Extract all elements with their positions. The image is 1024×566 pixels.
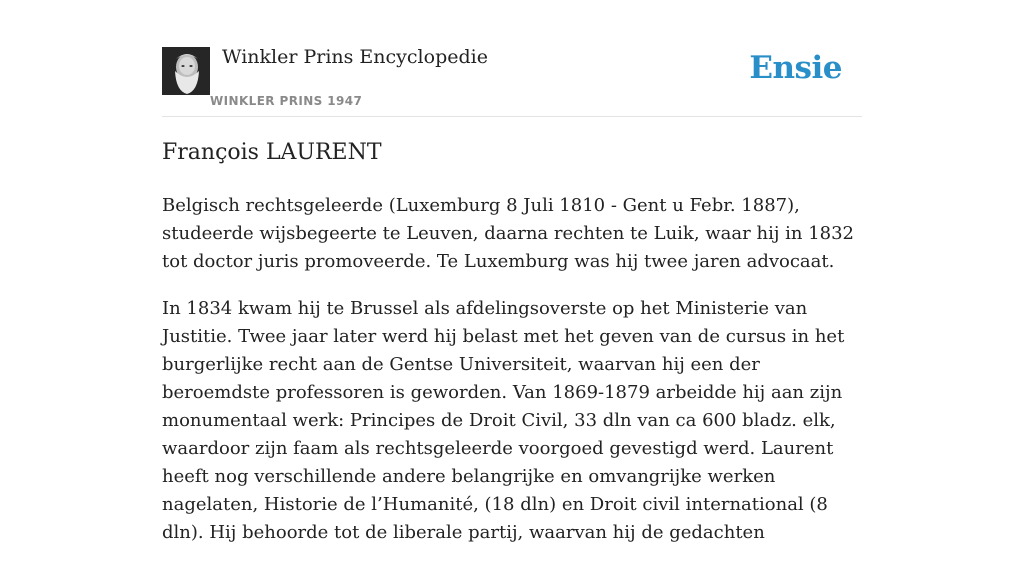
bearded-man-portrait-icon [162,47,210,95]
article-paragraph: In 1834 kwam hij te Brussel als afdelingsoverste op het Ministerie van Justitie. Twee jaar later werd hij belast met het geven van de cursus in het burgerlijke recht aan de Gentse Universiteit, waarvan hij een der beroemdste professoren is geworden. Van 1869-1879 arbeidde hij aan zijn monumentaal werk: Principes de Droit Civil, 33 dln van ca 600 bladz. elk, waardoor zijn faam als rechtsgeleerde voorgoed gevestigd werd. Laurent heeft nog verschillende andere belangrijke en omvangrijke werken nagelaten, Historie de l’Humanité, (18 dln) en Droit civil international (8 dln). Hij behoorde tot de liberale partij, waarvan hij de gedachten [162,298,845,543]
site-subtitle[interactable]: WINKLER PRINS 1947 [210,94,363,108]
brand-logo[interactable]: Ensie [749,50,842,86]
article-body [162,192,872,566]
avatar[interactable] [162,47,210,95]
article-paragraph: Belgisch rechtsgeleerde (Luxemburg 8 Juli 1810 - Gent u Febr. 1887), studeerde wijsbegeerte te Leuven, daarna rechten te Luik, waar hij in 1832 tot doctor juris promoveerde. Te Luxemburg was hij twee jaren advocaat. [162,195,855,272]
article-title: François LAURENT [162,140,382,165]
site-header [162,0,862,117]
site-title[interactable]: Winkler Prins Encyclopedie [222,46,488,68]
